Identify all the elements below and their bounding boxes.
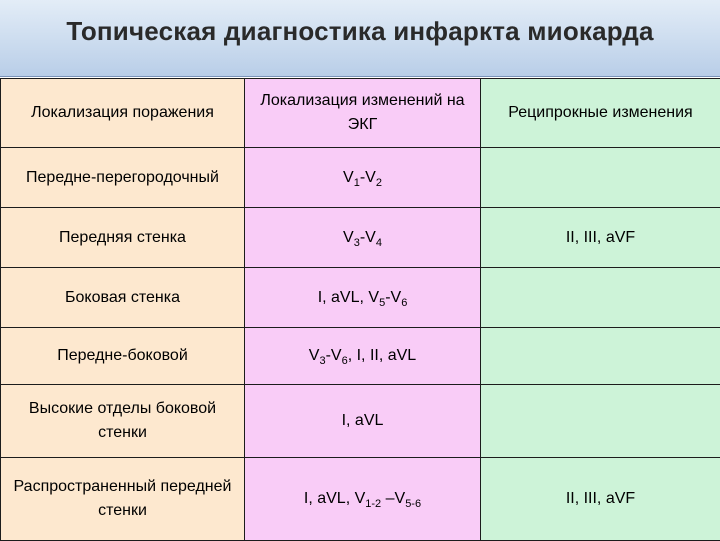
header-ecg: Локализация изменений на ЭКГ (245, 79, 481, 148)
lead-text: V (343, 169, 354, 186)
localization-cell: Распространенный передней стенки (1, 458, 245, 541)
table-row (1, 385, 720, 458)
slide-title: Топическая диагностика инфаркта миокарда (0, 16, 720, 47)
reciprocal-cell (481, 268, 720, 328)
lead-text: -V (385, 289, 401, 306)
lead-subscript: 3 (319, 355, 325, 367)
localization-cell: Высокие отделы боковой стенки (1, 385, 245, 458)
ecg-cell (245, 148, 481, 208)
lead-subscript: 5-6 (405, 498, 421, 510)
localization-cell: Передне-перегородочный (1, 148, 245, 208)
lead-subscript: 1 (354, 177, 360, 189)
lead-subscript: 3 (354, 237, 360, 249)
ecg-cell (245, 385, 481, 458)
localization-cell: Передняя стенка (1, 208, 245, 268)
lead-subscript: 6 (342, 355, 348, 367)
table-row (1, 458, 720, 541)
ecg-cell (245, 208, 481, 268)
header-reciprocal: Реципрокные изменения (481, 79, 720, 148)
title-band (0, 0, 720, 77)
localization-cell: Боковая стенка (1, 268, 245, 328)
table-row (1, 148, 720, 208)
lead-text: V (343, 229, 354, 246)
lead-text: V (309, 347, 320, 364)
header-localization: Локализация поражения (1, 79, 245, 148)
lead-text: , I, II, aVL (348, 347, 416, 364)
reciprocal-cell: II, III, aVF (481, 458, 720, 541)
reciprocal-cell (481, 148, 720, 208)
lead-subscript: 1-2 (365, 498, 381, 510)
localization-cell: Передне-боковой (1, 328, 245, 385)
diagnostics-table (0, 78, 720, 541)
reciprocal-cell (481, 328, 720, 385)
lead-text: –V (381, 490, 405, 507)
table-row (1, 208, 720, 268)
ecg-cell (245, 458, 481, 541)
reciprocal-cell: II, III, aVF (481, 208, 720, 268)
lead-text: -V (360, 169, 376, 186)
lead-subscript: 6 (401, 297, 407, 309)
reciprocal-cell (481, 385, 720, 458)
lead-subscript: 4 (376, 237, 382, 249)
ecg-cell (245, 328, 481, 385)
header-row (1, 79, 720, 148)
lead-text: I, aVL, V (304, 490, 365, 507)
lead-text: -V (326, 347, 342, 364)
table-row (1, 328, 720, 385)
lead-text: I, aVL (342, 412, 384, 429)
lead-text: -V (360, 229, 376, 246)
table-row (1, 268, 720, 328)
ecg-cell (245, 268, 481, 328)
lead-text: I, aVL, V (318, 289, 379, 306)
lead-subscript: 5 (379, 297, 385, 309)
lead-subscript: 2 (376, 177, 382, 189)
